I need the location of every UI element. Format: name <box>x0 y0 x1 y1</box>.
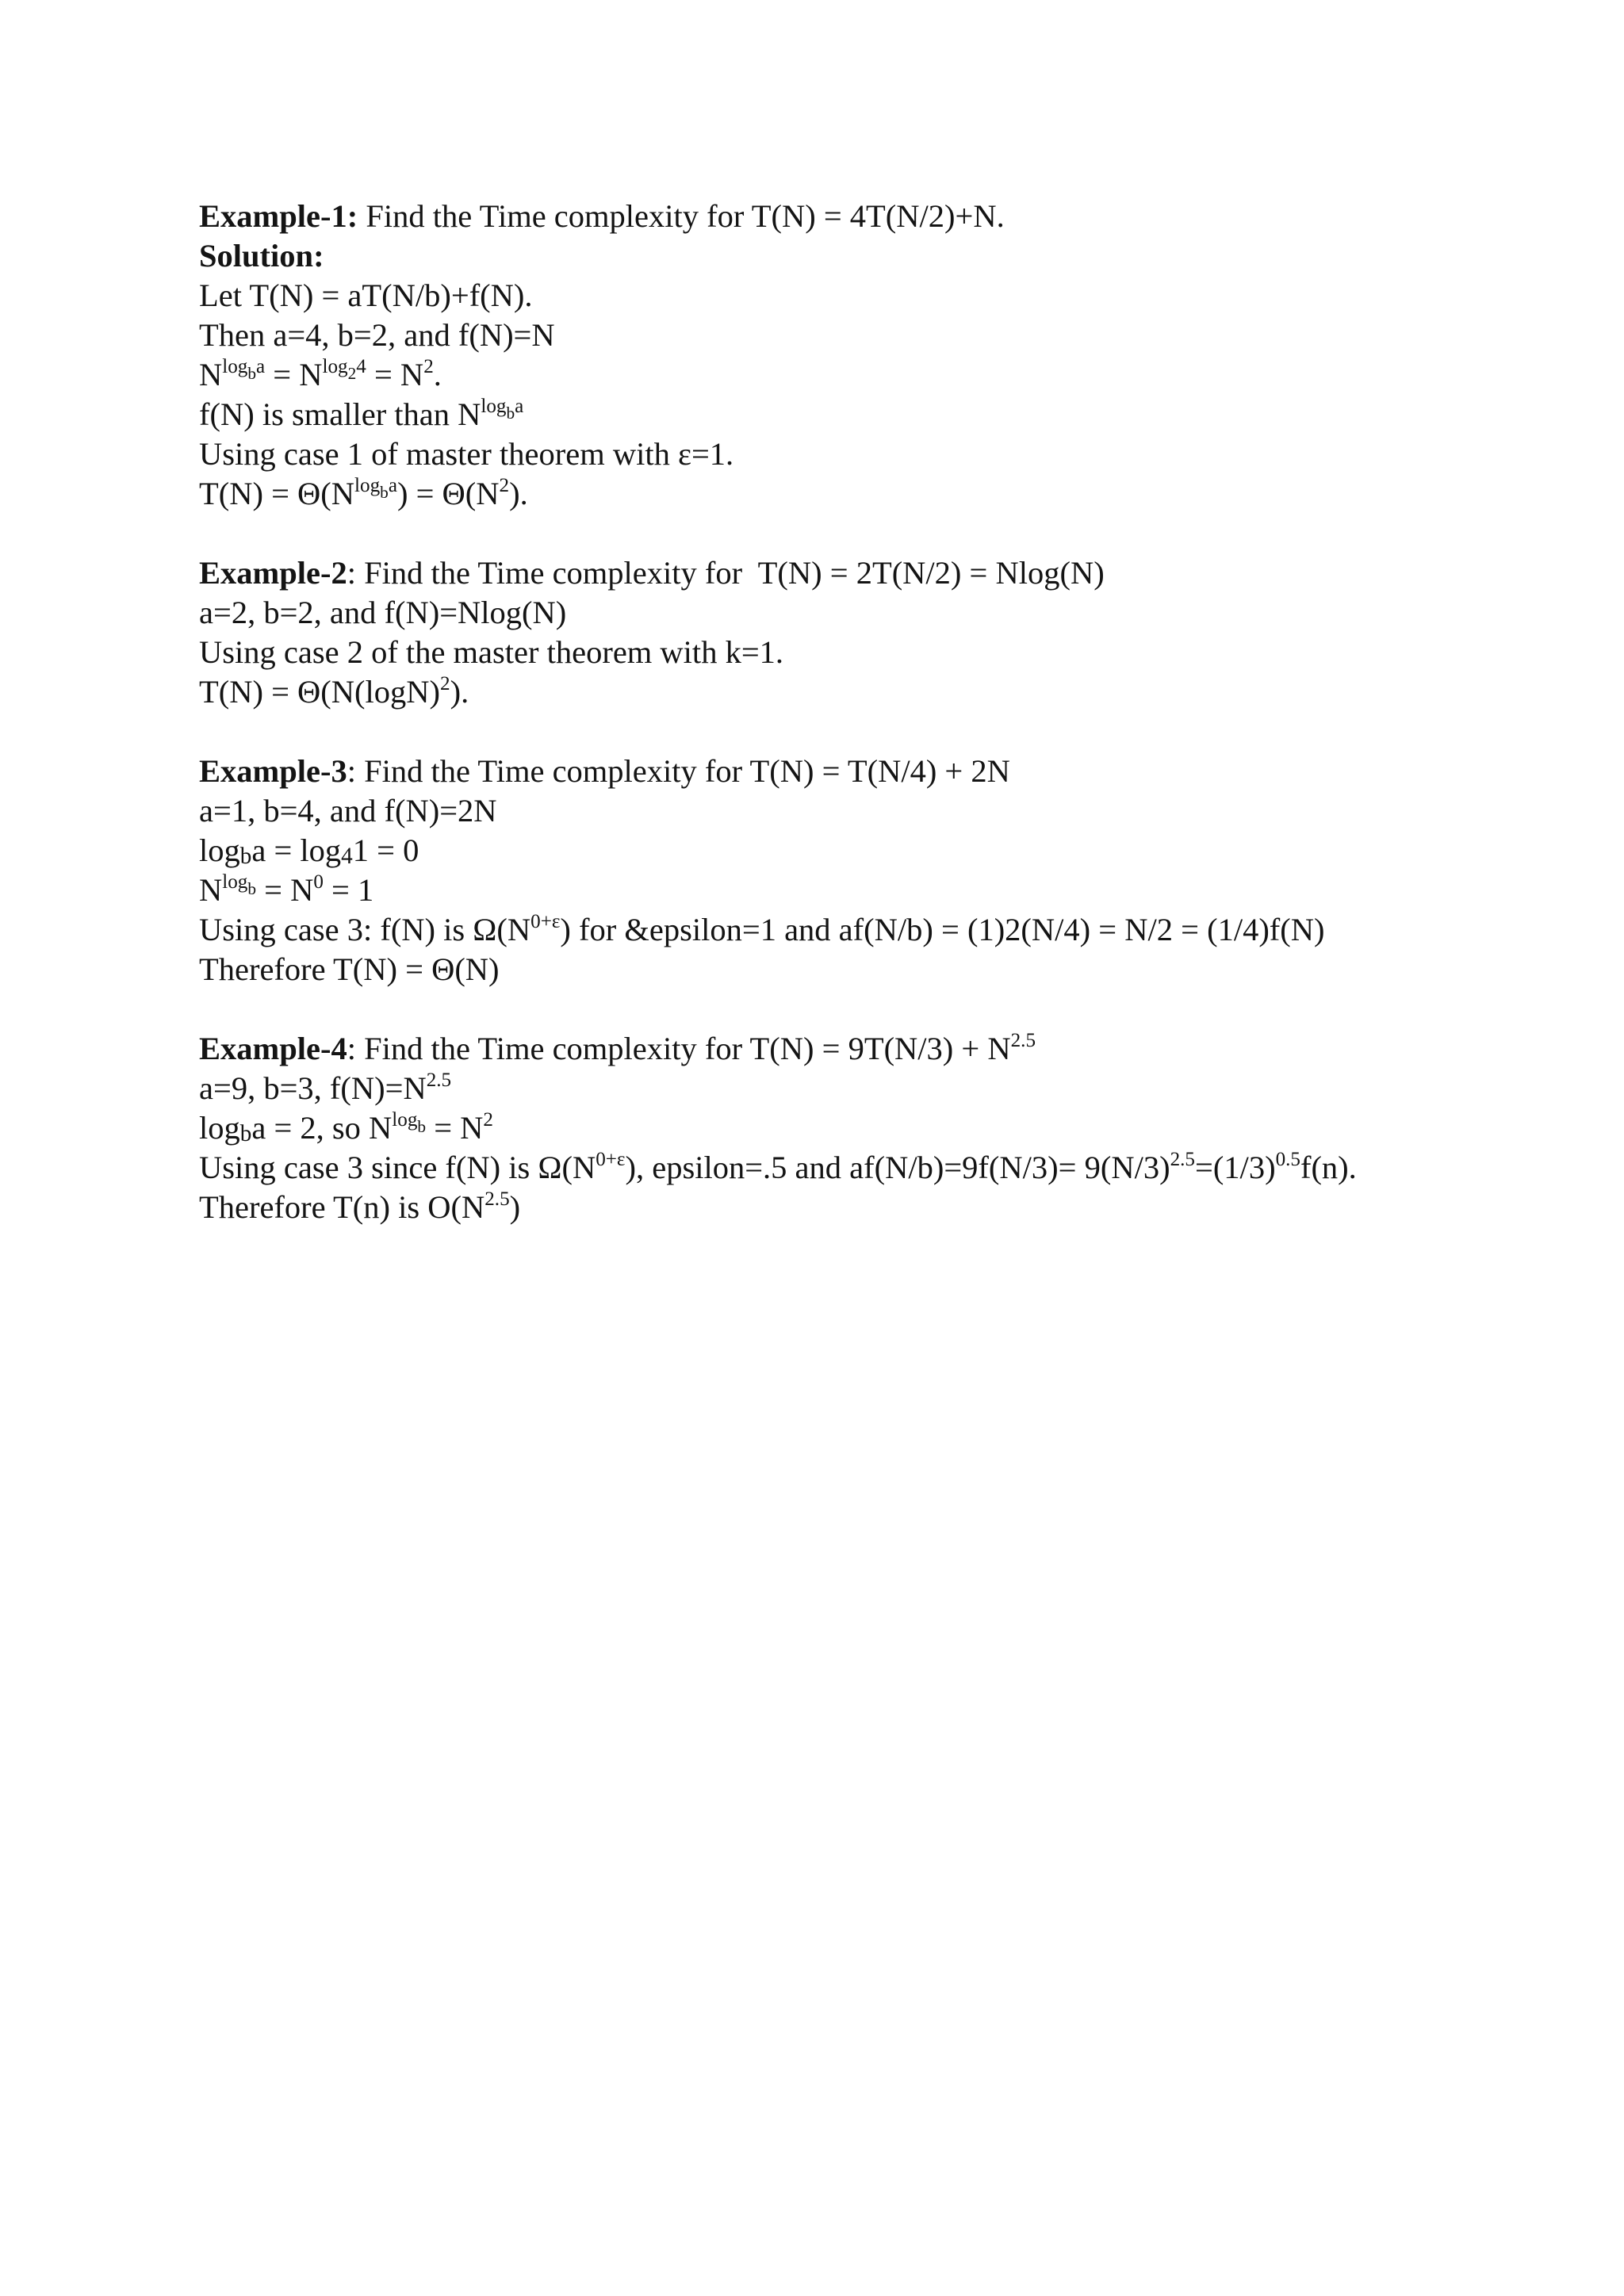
superscript-log-b-a <box>222 356 266 383</box>
subscript-b: b <box>247 878 257 898</box>
text-equals-n: = N <box>366 357 424 392</box>
superscript-2-5: 2.5 <box>1010 1030 1036 1052</box>
text-case-mid2: =(1/3) <box>1194 1150 1276 1185</box>
text-case-end: f(n). <box>1300 1150 1357 1185</box>
text-log: log <box>222 871 248 894</box>
example-3-params-line: a=1, b=4, and f(N)=2N <box>199 793 497 828</box>
example-4-title: : Find the Time complexity for T(N) = 9T(N/3) + N <box>347 1031 1011 1066</box>
subscript-b: b <box>380 482 389 502</box>
text-result-start: T(N) = Θ(N <box>199 476 355 511</box>
example-3-therefore-line: Therefore T(N) = Θ(N) <box>199 951 500 987</box>
superscript-log-2-4 <box>322 356 366 383</box>
text-params: a=9, b=3, f(N)=N <box>199 1070 427 1106</box>
text-a: a <box>388 475 397 497</box>
text-result-start: T(N) = Θ(N(logN) <box>199 674 441 710</box>
text-log: log <box>322 356 348 378</box>
superscript-2-5: 2.5 <box>426 1070 452 1092</box>
text-equals-n: = N <box>426 1110 484 1146</box>
example-4-params-line <box>199 1069 1563 1108</box>
superscript-2: 2 <box>440 673 450 695</box>
superscript-0-plus-epsilon: 0+ε <box>596 1149 626 1171</box>
superscript-0-plus-epsilon: 0+ε <box>530 911 561 933</box>
text-log-mid: a = log <box>251 832 342 868</box>
example-3-log-line <box>199 831 1563 871</box>
example-1-then-line: Then a=4, b=2, and f(N)=N <box>199 317 555 353</box>
text-a: a <box>515 396 524 418</box>
text-log: log <box>481 396 507 418</box>
example-1-title: Find the Time complexity for T(N) = 4T(N/2)+N. <box>358 198 1005 234</box>
text-log: log <box>392 1109 418 1131</box>
text-smaller: f(N) is smaller than N <box>199 396 481 432</box>
example-2-case-line: Using case 2 of the master theorem with k=1. <box>199 634 784 670</box>
text-equals-1: = 1 <box>323 872 374 908</box>
example-1-smaller-line <box>199 395 1563 434</box>
text-a: a <box>256 356 266 378</box>
document-content <box>199 197 1563 1227</box>
text-n: N <box>199 357 223 392</box>
subscript-b: b <box>239 844 252 870</box>
text-log-end: 1 = 0 <box>352 832 419 868</box>
subscript-b: b <box>417 1116 427 1136</box>
text-case-start: Using case 3 since f(N) is Ω(N <box>199 1150 596 1185</box>
text-period: . <box>433 357 442 392</box>
example-1-exponent-line <box>199 355 1563 395</box>
example-3-title: : Find the Time complexity for T(N) = T(N/4) + 2N <box>347 753 1010 789</box>
superscript-2: 2 <box>483 1109 493 1131</box>
text-log: log <box>199 832 240 868</box>
spacer <box>199 514 1563 553</box>
example-3-heading: Example-3 <box>199 753 347 789</box>
text-log: log <box>199 1110 240 1146</box>
subscript-b: b <box>506 403 515 423</box>
example-4-heading: Example-4 <box>199 1031 347 1066</box>
example-4-title-line <box>199 1029 1563 1069</box>
text-case-end: ) for &epsilon=1 and af(N/b) = (1)2(N/4) = N/2 = (1/4)f(N) <box>560 912 1325 947</box>
subscript-b: b <box>247 363 257 383</box>
text-equals-n: = N <box>265 357 323 392</box>
example-2-params-line: a=2, b=2, and f(N)=Nlog(N) <box>199 595 567 630</box>
example-2-title: : Find the Time complexity for T(N) = 2T(N/2) = Nlog(N) <box>347 555 1105 591</box>
example-4-case-line <box>199 1148 1563 1188</box>
superscript-2: 2 <box>423 356 434 378</box>
example-4-log-line <box>199 1108 1563 1148</box>
example-3-n-line <box>199 871 1563 910</box>
superscript-log-b <box>222 871 257 898</box>
example-1-result-line <box>199 474 1563 514</box>
superscript-2-5: 2.5 <box>485 1188 510 1211</box>
spacer <box>199 989 1563 1029</box>
text-therefore-end: ) <box>509 1189 521 1225</box>
text-n: N <box>199 872 223 908</box>
solution-label-line <box>199 236 1563 276</box>
example-2-result-line <box>199 672 1563 712</box>
example-1-let-line: Let T(N) = aT(N/b)+f(N). <box>199 277 533 313</box>
text-case-start: Using case 3: f(N) is Ω(N <box>199 912 531 947</box>
text-equals-n: = N <box>256 872 314 908</box>
text-log: log <box>354 475 381 497</box>
superscript-log-b <box>392 1109 427 1136</box>
subscript-b: b <box>239 1121 252 1147</box>
superscript-log-b-a <box>354 475 397 502</box>
subscript-4: 4 <box>341 844 353 870</box>
example-1-heading: Example-1: <box>199 198 358 234</box>
example-4-therefore-line <box>199 1188 1563 1227</box>
text-result-mid: ) = Θ(N <box>396 476 500 511</box>
spacer <box>199 712 1563 752</box>
example-1-title-line <box>199 197 1563 236</box>
text-4: 4 <box>356 356 366 378</box>
example-3-title-line <box>199 752 1563 791</box>
text-result-end: ). <box>450 674 469 710</box>
text-case-mid: ), epsilon=.5 and af(N/b)=9f(N/3)= 9(N/3) <box>625 1150 1170 1185</box>
superscript-0: 0 <box>313 871 324 894</box>
text-result-end: ). <box>509 476 528 511</box>
superscript-2: 2 <box>499 475 510 497</box>
superscript-2-5: 2.5 <box>1170 1149 1195 1171</box>
example-1-case-line: Using case 1 of master theorem with ε=1. <box>199 436 734 472</box>
superscript-0-5: 0.5 <box>1275 1149 1300 1171</box>
superscript-log-b-a <box>481 396 524 423</box>
solution-label: Solution: <box>199 238 324 274</box>
subscript-2: 2 <box>347 363 357 383</box>
text-log: log <box>222 356 248 378</box>
text-therefore-start: Therefore T(n) is O(N <box>199 1189 485 1225</box>
example-3-case-line <box>199 910 1563 950</box>
example-2-title-line <box>199 553 1563 593</box>
example-2-heading: Example-2 <box>199 555 347 591</box>
text-log-mid: a = 2, so N <box>251 1110 393 1146</box>
